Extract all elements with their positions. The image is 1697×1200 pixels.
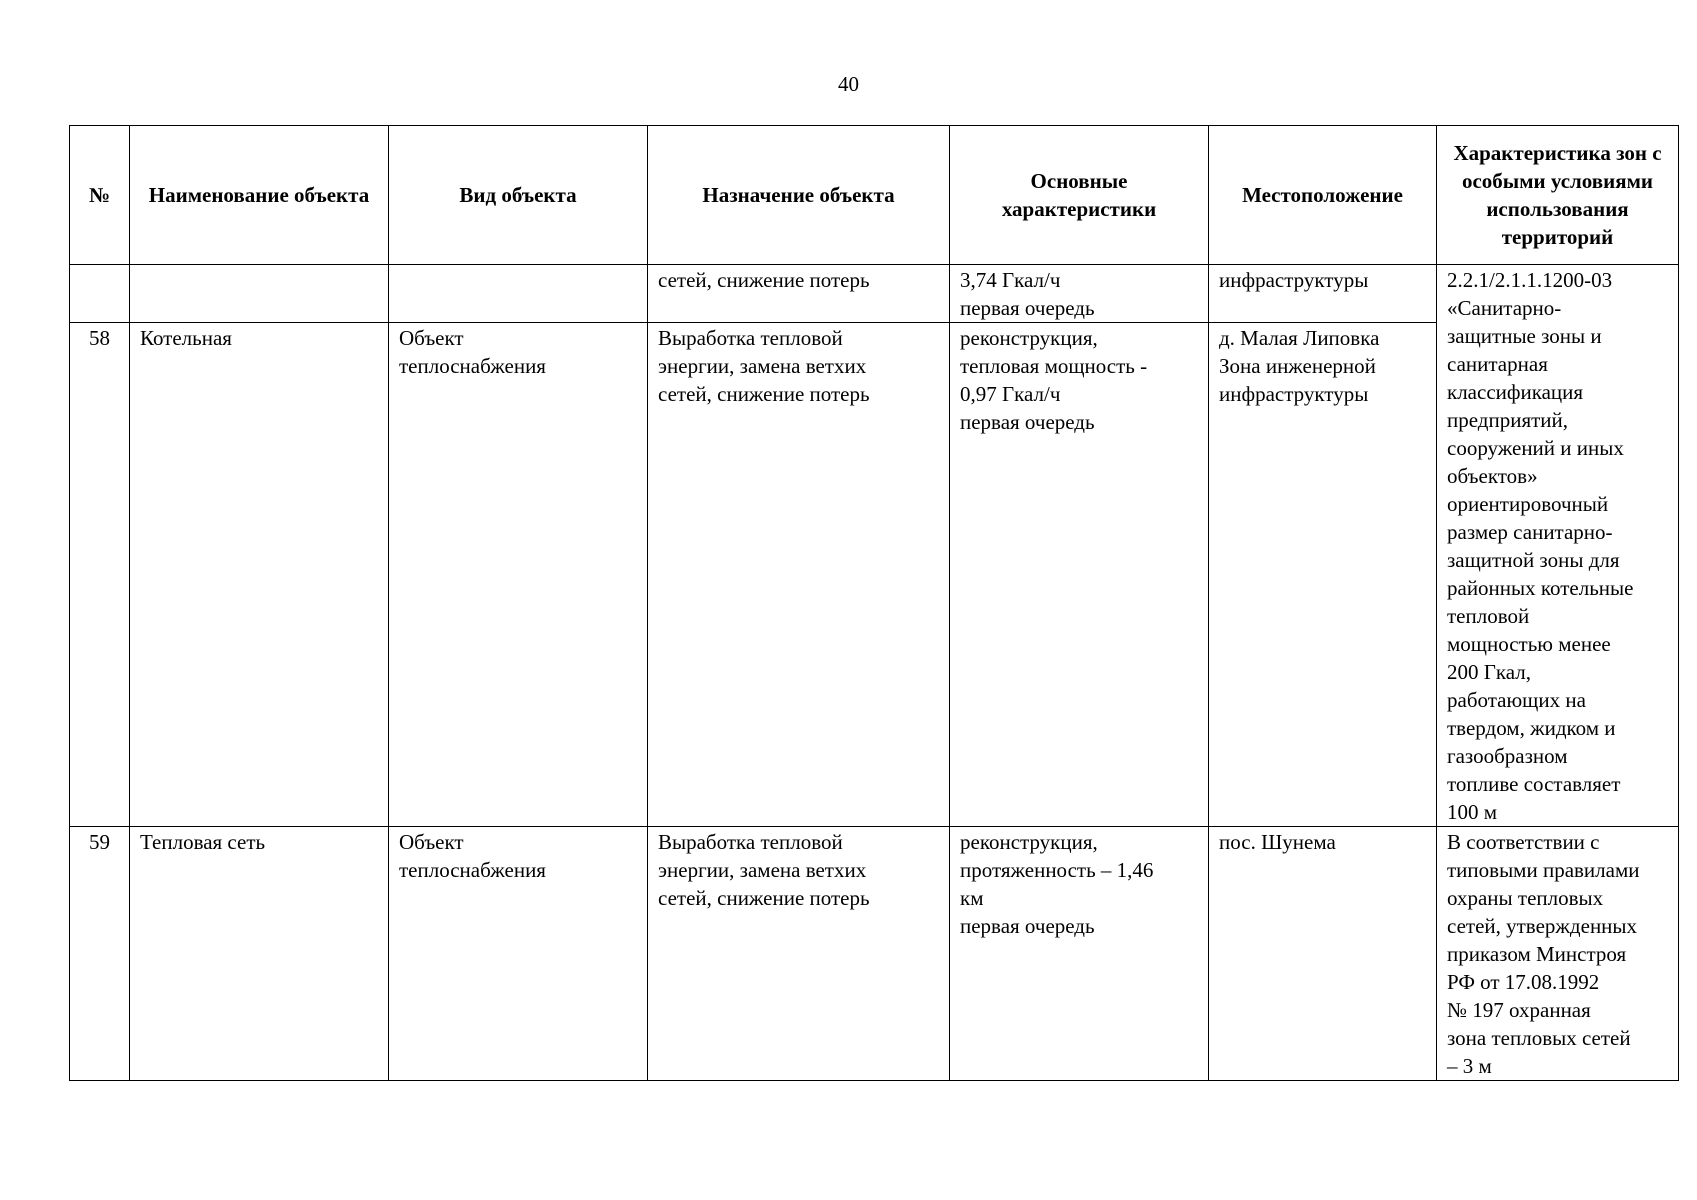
cell-object-purpose bbox=[648, 827, 950, 1081]
text-line: Выработка тепловой bbox=[658, 326, 843, 351]
header-object-kind: Вид объекта bbox=[389, 126, 648, 265]
text-line: первая очередь bbox=[960, 914, 1095, 938]
text-line: 200 Гкал, bbox=[1447, 660, 1532, 684]
text-line: сетей, снижение потерь bbox=[658, 268, 870, 292]
cell-number: 58 bbox=[70, 323, 130, 827]
cell-zone-characteristics-merged bbox=[1437, 265, 1679, 827]
cell-object-kind bbox=[389, 265, 648, 323]
table-header-row bbox=[70, 126, 1679, 265]
text-line: сетей, снижение потерь bbox=[658, 382, 870, 407]
text-line: 2.2.1/2.1.1.1200-03 bbox=[1447, 268, 1613, 292]
text-line: мощностью менее bbox=[1447, 632, 1611, 656]
text-line: реконструкция, bbox=[960, 326, 1098, 351]
text-line: работающих на bbox=[1447, 688, 1586, 712]
text-line: защитной зоны для bbox=[1447, 548, 1620, 572]
header-object-purpose: Назначение объекта bbox=[648, 126, 950, 265]
cell-object-name: Котельная bbox=[130, 323, 389, 827]
cell-object-purpose bbox=[648, 265, 950, 323]
text-line: протяженность – 1,46 bbox=[960, 858, 1154, 882]
header-number: № bbox=[70, 126, 130, 265]
text-line: сетей, снижение потерь bbox=[658, 886, 870, 910]
cell-location bbox=[1209, 827, 1437, 1081]
text-line: энергии, замена ветхих bbox=[658, 858, 867, 882]
text-line: первая очередь bbox=[960, 410, 1095, 435]
text-line: Объект bbox=[399, 830, 464, 854]
cell-number: 59 bbox=[70, 827, 130, 1081]
text-line: 100 м bbox=[1447, 800, 1498, 824]
text-line: охраны тепловых bbox=[1447, 886, 1604, 910]
text-line: Объект bbox=[399, 326, 464, 351]
text-line: газообразном bbox=[1447, 744, 1568, 768]
header-main-characteristics: Основные характеристики bbox=[950, 126, 1209, 265]
table-row bbox=[70, 265, 1679, 323]
text-line: В соответствии с bbox=[1447, 830, 1600, 854]
text-line: сетей, утвержденных bbox=[1447, 914, 1638, 938]
text-line: РФ от 17.08.1992 bbox=[1447, 970, 1600, 994]
text-line: пос. Шунема bbox=[1219, 830, 1336, 854]
text-line: объектов» bbox=[1447, 464, 1538, 488]
text-line: тепловая мощность - bbox=[960, 354, 1148, 379]
text-line: – 3 м bbox=[1447, 1054, 1492, 1078]
text-line: д. Малая Липовка bbox=[1219, 326, 1380, 351]
text-line: сооружений и иных bbox=[1447, 436, 1624, 460]
text-line: км bbox=[960, 886, 984, 910]
cell-main-characteristics bbox=[950, 265, 1209, 323]
text-line: предприятий, bbox=[1447, 408, 1569, 432]
text-line: энергии, замена ветхих bbox=[658, 354, 867, 379]
cell-location bbox=[1209, 265, 1437, 323]
text-line: размер санитарно- bbox=[1447, 520, 1613, 544]
text-line: 0,97 Гкал/ч bbox=[960, 382, 1061, 407]
cell-number bbox=[70, 265, 130, 323]
header-object-name: Наименование объекта bbox=[130, 126, 389, 265]
text-line: Выработка тепловой bbox=[658, 830, 843, 854]
text-line: классификация bbox=[1447, 380, 1584, 404]
table-row bbox=[70, 827, 1679, 1081]
text-line: «Санитарно- bbox=[1447, 296, 1562, 320]
text-line: твердом, жидком и bbox=[1447, 716, 1616, 740]
cell-main-characteristics bbox=[950, 827, 1209, 1081]
cell-location bbox=[1209, 323, 1437, 827]
text-line: защитные зоны и bbox=[1447, 324, 1602, 348]
text-line: районных котельные bbox=[1447, 576, 1634, 600]
text-line: типовыми правилами bbox=[1447, 858, 1640, 882]
cell-object-kind bbox=[389, 323, 648, 827]
page-number: 40 bbox=[838, 72, 859, 96]
text-line: инфраструктуры bbox=[1219, 382, 1369, 407]
header-zone-characteristics: Характеристика зон с особыми условиями использования территорий bbox=[1437, 126, 1679, 265]
text-line: топливе составляет bbox=[1447, 772, 1621, 796]
cell-zone-characteristics bbox=[1437, 827, 1679, 1081]
cell-object-name bbox=[130, 265, 389, 323]
text-line: тепловой bbox=[1447, 604, 1530, 628]
text-line: теплоснабжения bbox=[399, 354, 546, 379]
header-location: Местоположение bbox=[1209, 126, 1437, 265]
cell-object-purpose bbox=[648, 323, 950, 827]
text-line: первая очередь bbox=[960, 296, 1095, 320]
text-line: реконструкция, bbox=[960, 830, 1098, 854]
objects-table bbox=[69, 125, 1679, 1081]
cell-object-name: Тепловая сеть bbox=[130, 827, 389, 1081]
text-line: санитарная bbox=[1447, 352, 1548, 376]
text-line: теплоснабжения bbox=[399, 858, 546, 882]
text-line: зона тепловых сетей bbox=[1447, 1026, 1631, 1050]
text-line: Зона инженерной bbox=[1219, 354, 1376, 379]
text-line: приказом Минстроя bbox=[1447, 942, 1627, 966]
text-line: № 197 охранная bbox=[1447, 998, 1591, 1022]
text-line: ориентировочный bbox=[1447, 492, 1609, 516]
text-line: инфраструктуры bbox=[1219, 268, 1369, 292]
text-line: 3,74 Гкал/ч bbox=[960, 268, 1061, 292]
cell-main-characteristics bbox=[950, 323, 1209, 827]
cell-object-kind bbox=[389, 827, 648, 1081]
